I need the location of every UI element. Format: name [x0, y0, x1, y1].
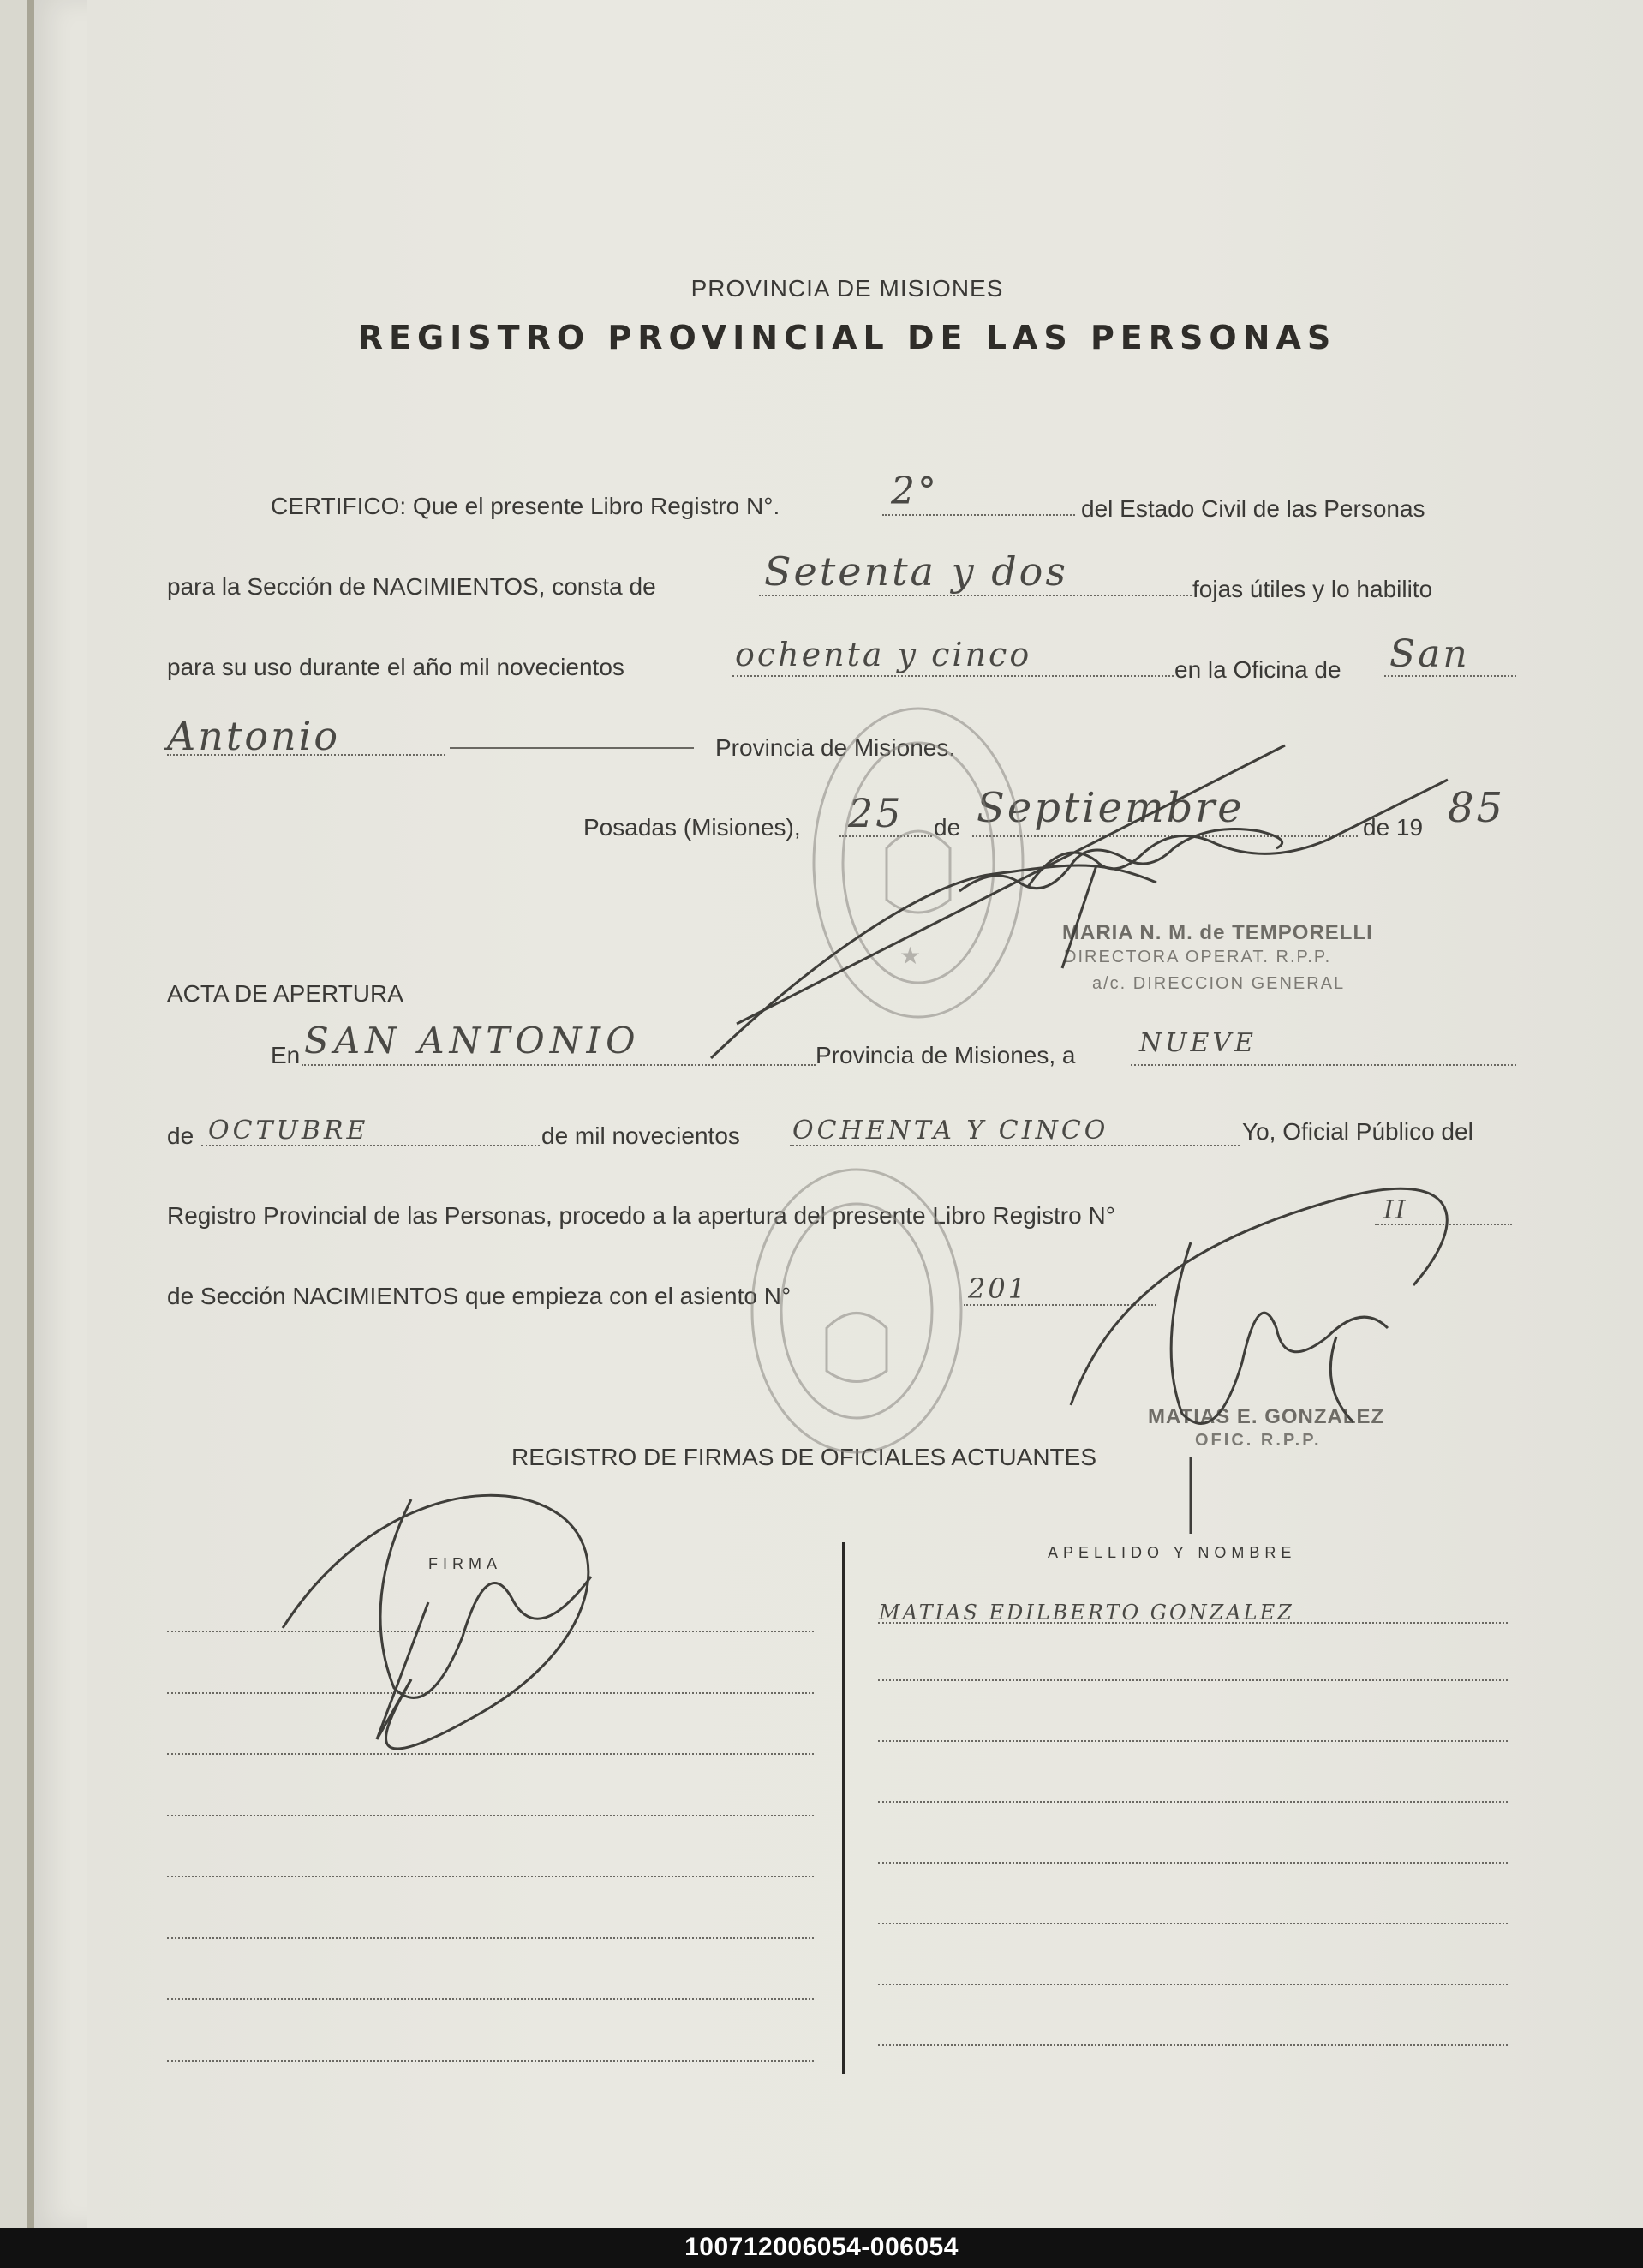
cert-fojas-blank [759, 595, 1192, 596]
hw-office-2: Antonio [167, 713, 341, 759]
stamp1-name: MARIA N. M. de TEMPORELLI [1062, 921, 1373, 944]
nombre-line [878, 2044, 1508, 2046]
acta-month-blank [201, 1145, 540, 1146]
nombre-line [878, 1679, 1508, 1681]
cert-year-blank [732, 675, 1174, 677]
hw-acta-month: OCTUBRE [208, 1116, 369, 1146]
stamp2-role: OFIC. R.P.P. [1195, 1431, 1322, 1450]
stamp2-name: MATIAS E. GONZALEZ [1148, 1405, 1385, 1428]
stamp1-dept: a/c. DIRECCION GENERAL [1092, 974, 1346, 993]
firma-line [167, 1753, 814, 1755]
col-firma: FIRMA [428, 1555, 502, 1572]
nombre-line [878, 1923, 1508, 1924]
cert-office2-blank [167, 754, 445, 756]
acta-line2-text: de mil novecientos [541, 1122, 740, 1149]
acta-line1-en: En [271, 1042, 301, 1068]
cert-day-blank [839, 835, 932, 837]
cert-month-blank [972, 835, 1358, 837]
firma-line [167, 1631, 814, 1632]
registry-title: REGISTRO PROVINCIAL DE LAS PERSONAS [357, 319, 1337, 356]
col-apellido: APELLIDO Y NOMBRE [1048, 1544, 1297, 1561]
hw-acta-place: SAN ANTONIO [304, 1020, 641, 1062]
acta-day-blank [1131, 1064, 1516, 1066]
cert-line3-mid: en la Oficina de [1174, 656, 1341, 683]
hw-book-number: 2° [891, 470, 939, 513]
acta-line2-end: Yo, Oficial Público del [1242, 1118, 1473, 1145]
hw-fojas: Setenta y dos [764, 548, 1068, 595]
document-id: 100712006054-006054 [684, 2233, 959, 2261]
signatures-divider [842, 1542, 845, 2074]
firma-line [167, 1876, 814, 1877]
acta-line4-text: de Sección NACIMIENTOS que empieza con el asiento N° [167, 1283, 792, 1309]
province-title: PROVINCIA DE MISIONES [690, 275, 1004, 302]
cert-line3-text: para su uso durante el año mil novecientos [167, 654, 624, 680]
firma-line [167, 2060, 814, 2062]
hw-year-short: 85 [1448, 784, 1506, 832]
cert-de-1: de [934, 814, 961, 841]
acta-line3-text: Registro Provincial de las Personas, procedo a la apertura del presente Libro Registro N° [167, 1202, 1115, 1229]
cert-de-19: de 19 [1363, 814, 1424, 841]
hw-day: 25 [848, 790, 904, 836]
svg-text:★: ★ [899, 942, 922, 970]
hw-year-words: ochenta y cinco [735, 636, 1032, 673]
firma-line [167, 1815, 814, 1816]
firma-line [167, 1998, 814, 2000]
hw-acta-book: II [1383, 1195, 1407, 1225]
acta-line2-de: de [167, 1122, 194, 1149]
cert-line2-end: fojas útiles y lo habilito [1192, 576, 1433, 602]
acta-heading: ACTA DE APERTURA [167, 980, 403, 1007]
firma-line [167, 1937, 814, 1939]
cert-place-date: Posadas (Misiones), [583, 814, 801, 841]
acta-year-blank [790, 1145, 1240, 1146]
hw-acta-entry: 201 [968, 1272, 1029, 1305]
nombre-line [878, 1801, 1508, 1803]
nombre-line [878, 1984, 1508, 1985]
signatures-heading: REGISTRO DE FIRMAS DE OFICIALES ACTUANTES [511, 1444, 1096, 1470]
acta-place-blank [302, 1064, 816, 1066]
cert-line4-end: Provincia de Misiones. [715, 734, 956, 761]
hw-office-1: San [1389, 632, 1470, 676]
firma-line [167, 1692, 814, 1694]
acta-entry-blank [964, 1304, 1156, 1306]
hw-month: Septiembre [977, 784, 1245, 832]
nombre-line [878, 1622, 1508, 1624]
nombre-line [878, 1740, 1508, 1742]
cert-line1-end: del Estado Civil de las Personas [1081, 495, 1425, 522]
hw-acta-year: OCHENTA Y CINCO [792, 1116, 1109, 1146]
cert-office2-line [450, 747, 694, 749]
hw-official-name: MATIAS EDILBERTO GONZALEZ [879, 1601, 1294, 1625]
acta-book-blank [1375, 1224, 1512, 1225]
hw-acta-day: NUEVE [1139, 1028, 1257, 1058]
nombre-line [878, 1862, 1508, 1864]
acta-line1-text: Provincia de Misiones, a [816, 1042, 1076, 1068]
stamp1-role: DIRECTORA OPERAT. R.P.P. [1064, 948, 1332, 966]
cert-line1-text: CERTIFICO: Que el presente Libro Registro N°. [271, 493, 780, 519]
cert-number-blank [882, 514, 1075, 516]
cert-line2-text: para la Sección de NACIMIENTOS, consta de [167, 573, 656, 600]
